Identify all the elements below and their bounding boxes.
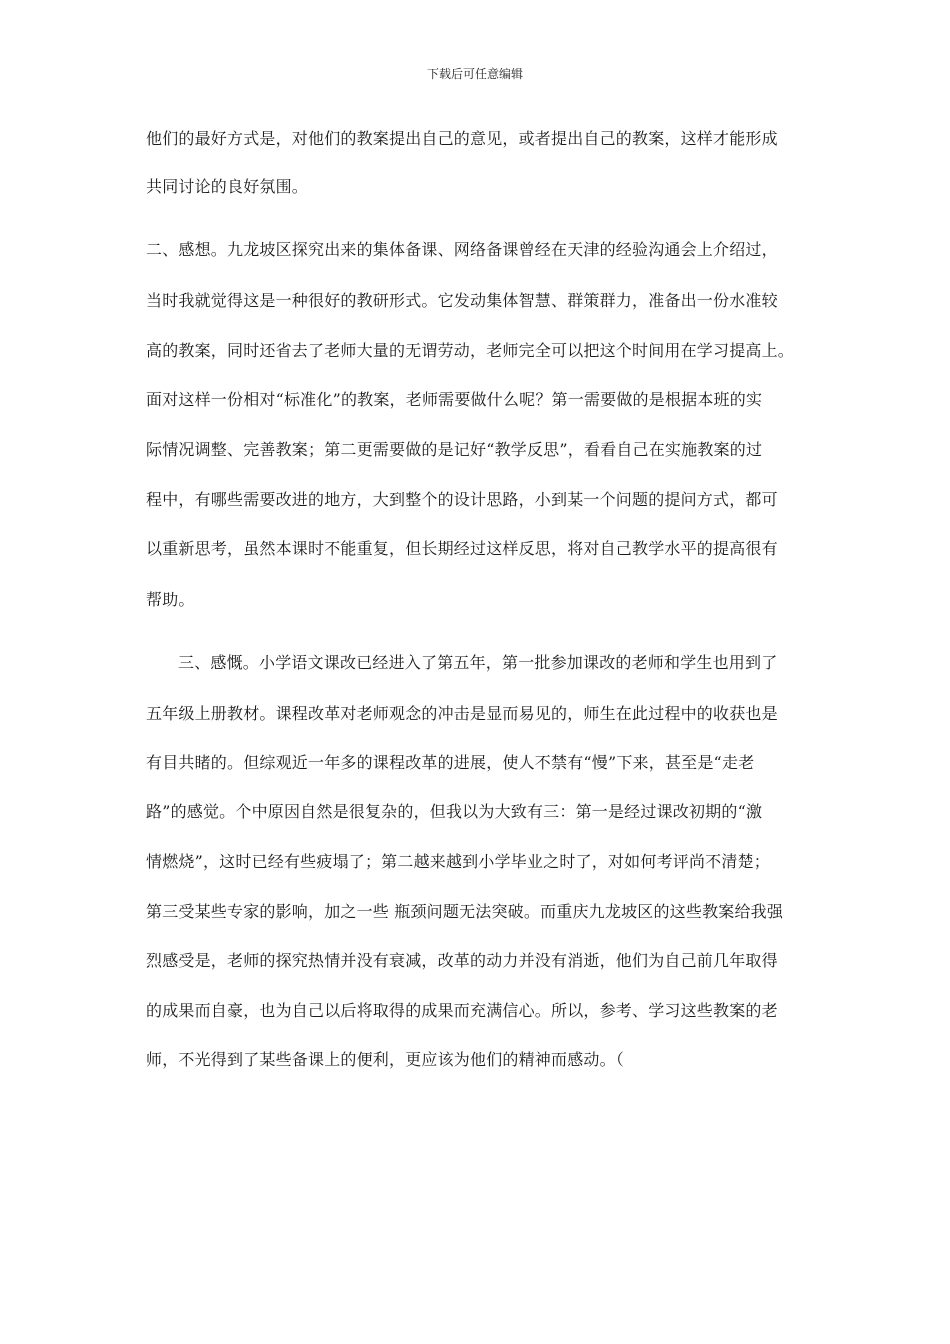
text-line: 第三受某些专家的影响，加之一些 瓶颈问题无法突破。而重庆九龙坡区的这些教案给我强 (146, 902, 784, 921)
text-line: 当时我就觉得这是一种很好的教研形式。它发动集体智慧、群策群力，准备出一份水准较 (146, 291, 778, 310)
text-line: 高的教案，同时还省去了老师大量的无谓劳动，老师完全可以把这个时间用在学习提高上。 (146, 341, 795, 360)
text-line: 有目共睹的。但综观近一年多的课程改革的进展，使人不禁有“慢”下来，甚至是“走老 (146, 753, 755, 772)
text-line: 际情况调整、完善教案；第二更需要做的是记好“教学反思”，看看自己在实施教案的过 (146, 440, 763, 459)
text-line: 面对这样一份相对“标准化”的教案，老师需要做什么呢？第一需要做的是根据本班的实 (146, 390, 763, 409)
text-line: 帮助。 (146, 590, 195, 609)
text-line: 三、感慨。小学语文课改已经进入了第五年，第一批参加课改的老师和学生也用到了 (178, 653, 778, 672)
text-line: 路”的感觉。个中原因自然是很复杂的，但我以为大致有三：第一是经过课改初期的“激 (146, 802, 763, 821)
text-line: 二、感想。九龙坡区探究出来的集体备课、网络备课曾经在天津的经验沟通会上介绍过， (146, 240, 778, 259)
text-line: 情燃烧”，这时已经有些疲塌了；第二越来越到小学毕业之时了，对如何考评尚不清楚； (146, 852, 770, 871)
text-line: 师，不光得到了某些备课上的便利，更应该为他们的精神而感动。（ (146, 1050, 625, 1069)
page-header: 下载后可任意编辑 (426, 67, 523, 81)
text-line: 以重新思考，虽然本课时不能重复，但长期经过这样反思，将对自己教学水平的提高很有 (146, 539, 778, 558)
text-line: 的成果而自豪，也为自己以后将取得的成果而充满信心。所以，参考、学习这些教案的老 (146, 1001, 778, 1020)
text-line: 他们的最好方式是，对他们的教案提出自己的意见，或者提出自己的教案，这样才能形成 (146, 129, 778, 148)
text-line: 烈感受是，老师的探究热情并没有衰减，改革的动力并没有消逝，他们为自己前几年取得 (146, 951, 778, 970)
text-line: 程中，有哪些需要改进的地方，大到整个的设计思路，小到某一个问题的提问方式，都可 (146, 490, 778, 509)
text-line: 五年级上册教材。课程改革对老师观念的冲击是显而易见的，师生在此过程中的收获也是 (146, 704, 778, 723)
text-line: 共同讨论的良好氛围。 (146, 177, 309, 196)
